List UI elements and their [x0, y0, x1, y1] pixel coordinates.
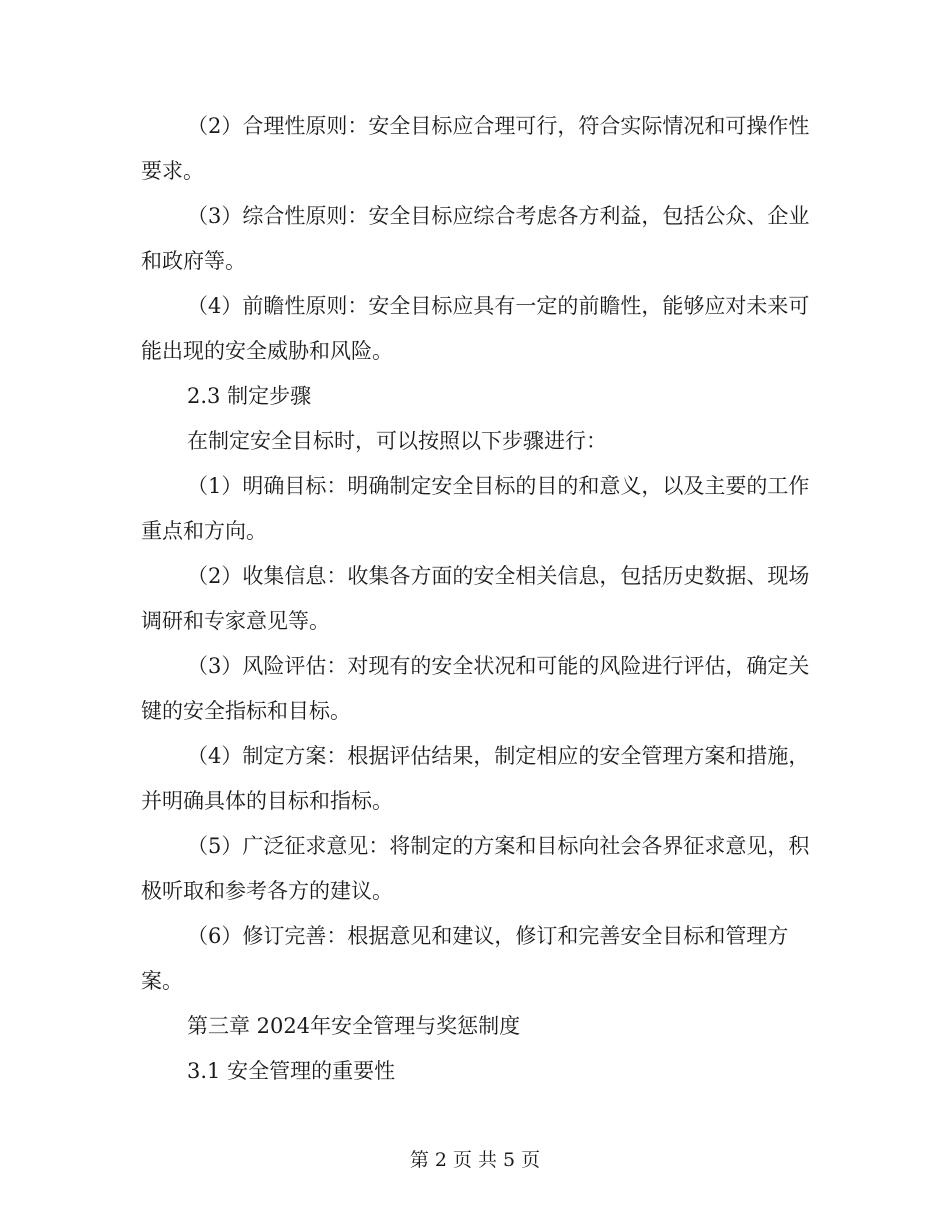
paragraph-principle-foresight: （4）前瞻性原则：安全目标应具有一定的前瞻性，能够应对未来可能出现的安全威胁和风险。 [141, 294, 810, 363]
paragraph-principle-rationality: （2）合理性原则：安全目标应合理可行，符合实际情况和可操作性要求。 [141, 114, 810, 183]
paragraph-step-5: （5）广泛征求意见：将制定的方案和目标向社会各界征求意见，积极听取和参考各方的建议。 [141, 834, 810, 903]
chapter-heading-3: 第三章 2024年安全管理与奖惩制度 [187, 1014, 521, 1038]
document-body [141, 104, 813, 1094]
section-heading-2-3: 2.3 制定步骤 [187, 384, 312, 408]
paragraph-step-4: （4）制定方案：根据评估结果，制定相应的安全管理方案和措施，并明确具体的目标和指标。 [141, 744, 810, 813]
paragraph-step-6: （6）修订完善：根据意见和建议，修订和完善安全目标和管理方案。 [141, 924, 789, 993]
paragraph-principle-comprehensiveness: （3）综合性原则：安全目标应综合考虑各方利益，包括公众、企业和政府等。 [141, 204, 810, 273]
paragraph-steps-intro: 在制定安全目标时，可以按照以下步骤进行： [187, 429, 607, 453]
section-heading-3-1: 3.1 安全管理的重要性 [187, 1059, 396, 1083]
paragraph-step-2: （2）收集信息：收集各方面的安全相关信息，包括历史数据、现场调研和专家意见等。 [141, 564, 810, 633]
paragraph-step-3: （3）风险评估：对现有的安全状况和可能的风险进行评估，确定关键的安全指标和目标。 [141, 654, 810, 723]
paragraph-step-1: （1）明确目标：明确制定安全目标的目的和意义，以及主要的工作重点和方向。 [141, 474, 810, 543]
page-number-footer: 第 2 页 共 5 页 [409, 1149, 541, 1171]
